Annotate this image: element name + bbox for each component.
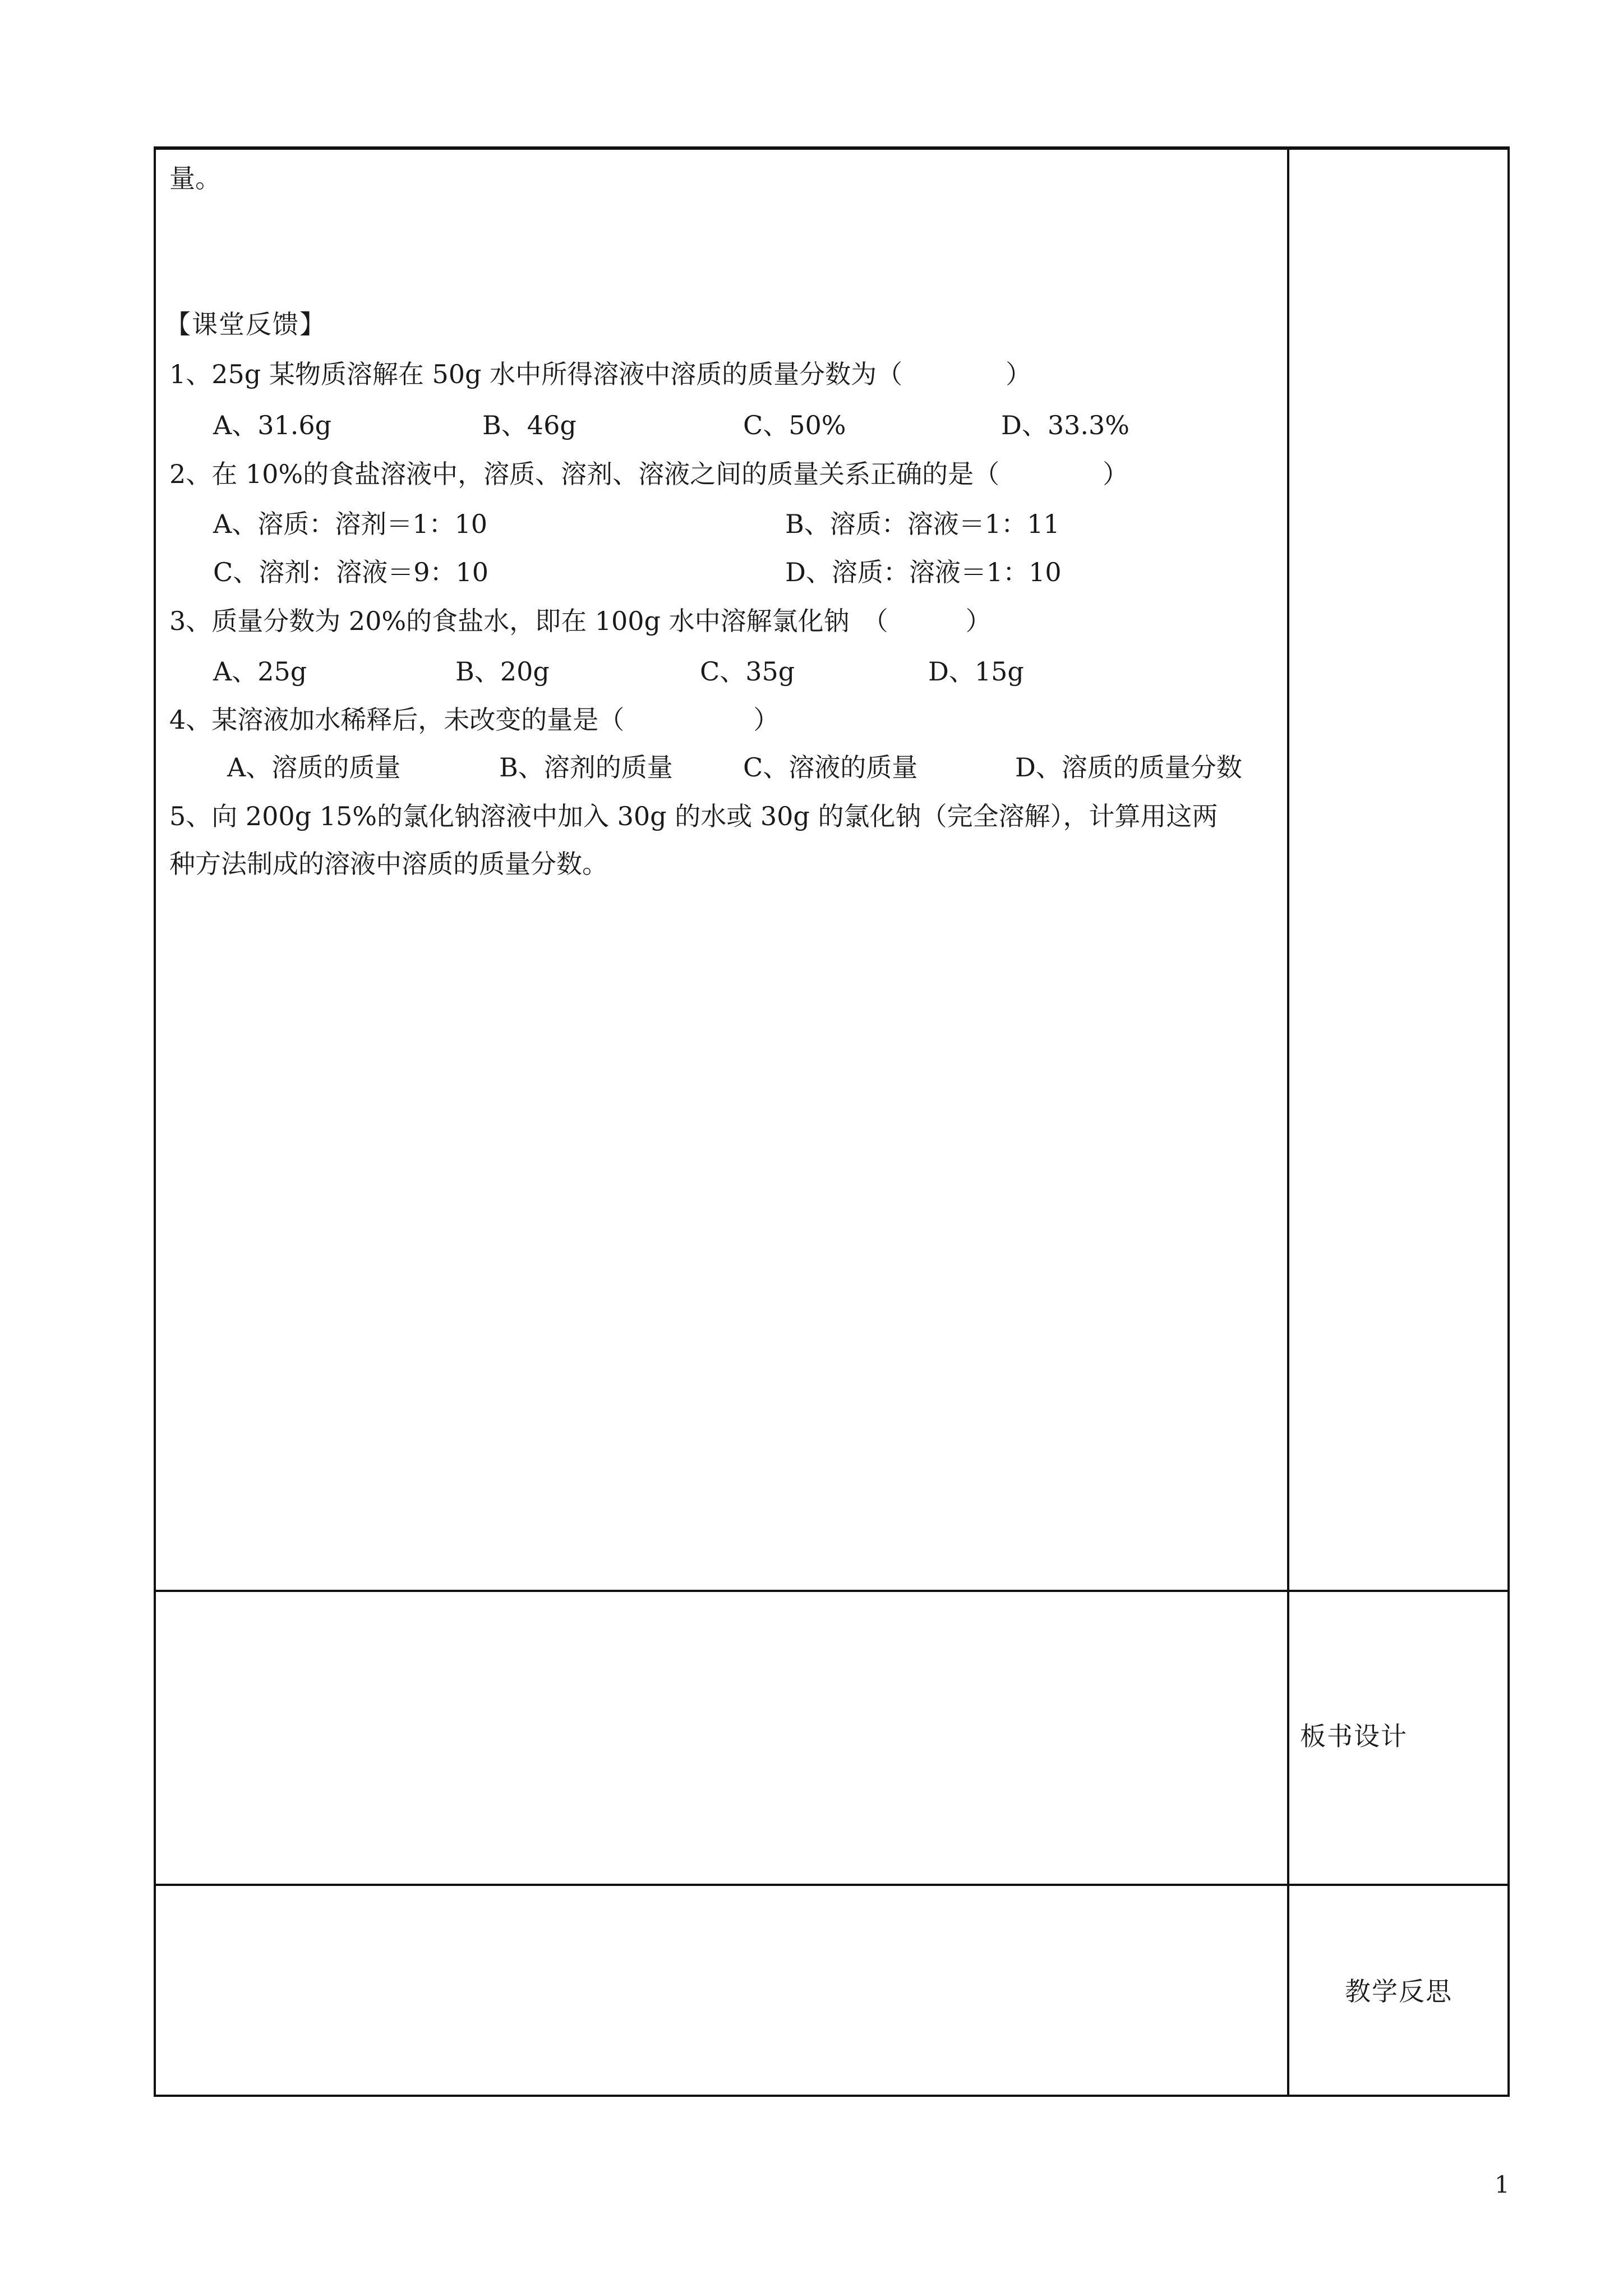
question-2-option-b: B、溶质：溶液＝1：11 bbox=[785, 509, 1060, 539]
question-4-option-a: A、溶质的质量 bbox=[227, 752, 401, 783]
question-1-option-b: B、46g bbox=[482, 410, 577, 440]
question-1-stem: 1、25g 某物质溶解在 50g 水中所得溶液中溶质的质量分数为（ ） bbox=[169, 359, 1032, 389]
question-3-option-d: D、15g bbox=[928, 656, 1024, 687]
table-row-divider-2 bbox=[154, 1884, 1510, 1886]
question-2-stem: 2、在 10%的食盐溶液中，溶质、溶剂、溶液之间的质量关系正确的是（ ） bbox=[169, 459, 1129, 489]
question-3-option-b: B、20g bbox=[455, 656, 550, 687]
question-4-option-b: B、溶剂的质量 bbox=[499, 752, 673, 783]
teaching-reflection-label: 教学反思 bbox=[1345, 1976, 1453, 2007]
board-design-label: 板书设计 bbox=[1300, 1721, 1408, 1751]
question-3-option-a: A、25g bbox=[213, 656, 307, 687]
question-1-option-c: C、50% bbox=[743, 410, 846, 440]
continuation-text: 量。 bbox=[169, 163, 221, 194]
table-top-rule bbox=[154, 146, 1510, 150]
table-row-divider-1 bbox=[154, 1590, 1510, 1592]
page-number: 1 bbox=[1495, 2171, 1510, 2198]
question-5-line-1: 5、向 200g 15%的氯化钠溶液中加入 30g 的水或 30g 的氯化钠（完全溶解），计算用这两 bbox=[169, 801, 1218, 831]
table-left-border bbox=[154, 148, 156, 2096]
question-2-option-a: A、溶质：溶剂＝1：10 bbox=[213, 509, 488, 539]
question-4-stem: 4、某溶液加水稀释后，未改变的量是（ ） bbox=[169, 705, 780, 735]
question-4-option-d: D、溶质的质量分数 bbox=[1015, 752, 1242, 783]
feedback-heading: 【课堂反馈】 bbox=[165, 309, 326, 339]
table-right-border bbox=[1507, 148, 1510, 2096]
question-1-option-d: D、33.3% bbox=[1001, 410, 1130, 440]
question-3-stem: 3、质量分数为 20%的食盐水，即在 100g 水中溶解氯化钠 （ ） bbox=[169, 606, 992, 636]
table-column-divider bbox=[1287, 148, 1289, 2096]
question-1-option-a: A、31.6g bbox=[213, 410, 332, 440]
table-bottom-rule bbox=[154, 2095, 1510, 2097]
question-3-option-c: C、35g bbox=[700, 656, 795, 687]
question-2-option-d: D、溶质：溶液＝1：10 bbox=[785, 557, 1062, 587]
question-5-line-2: 种方法制成的溶液中溶质的质量分数。 bbox=[169, 849, 608, 879]
question-4-option-c: C、溶液的质量 bbox=[743, 752, 918, 783]
question-2-option-c: C、溶剂：溶液＝9：10 bbox=[213, 557, 488, 587]
